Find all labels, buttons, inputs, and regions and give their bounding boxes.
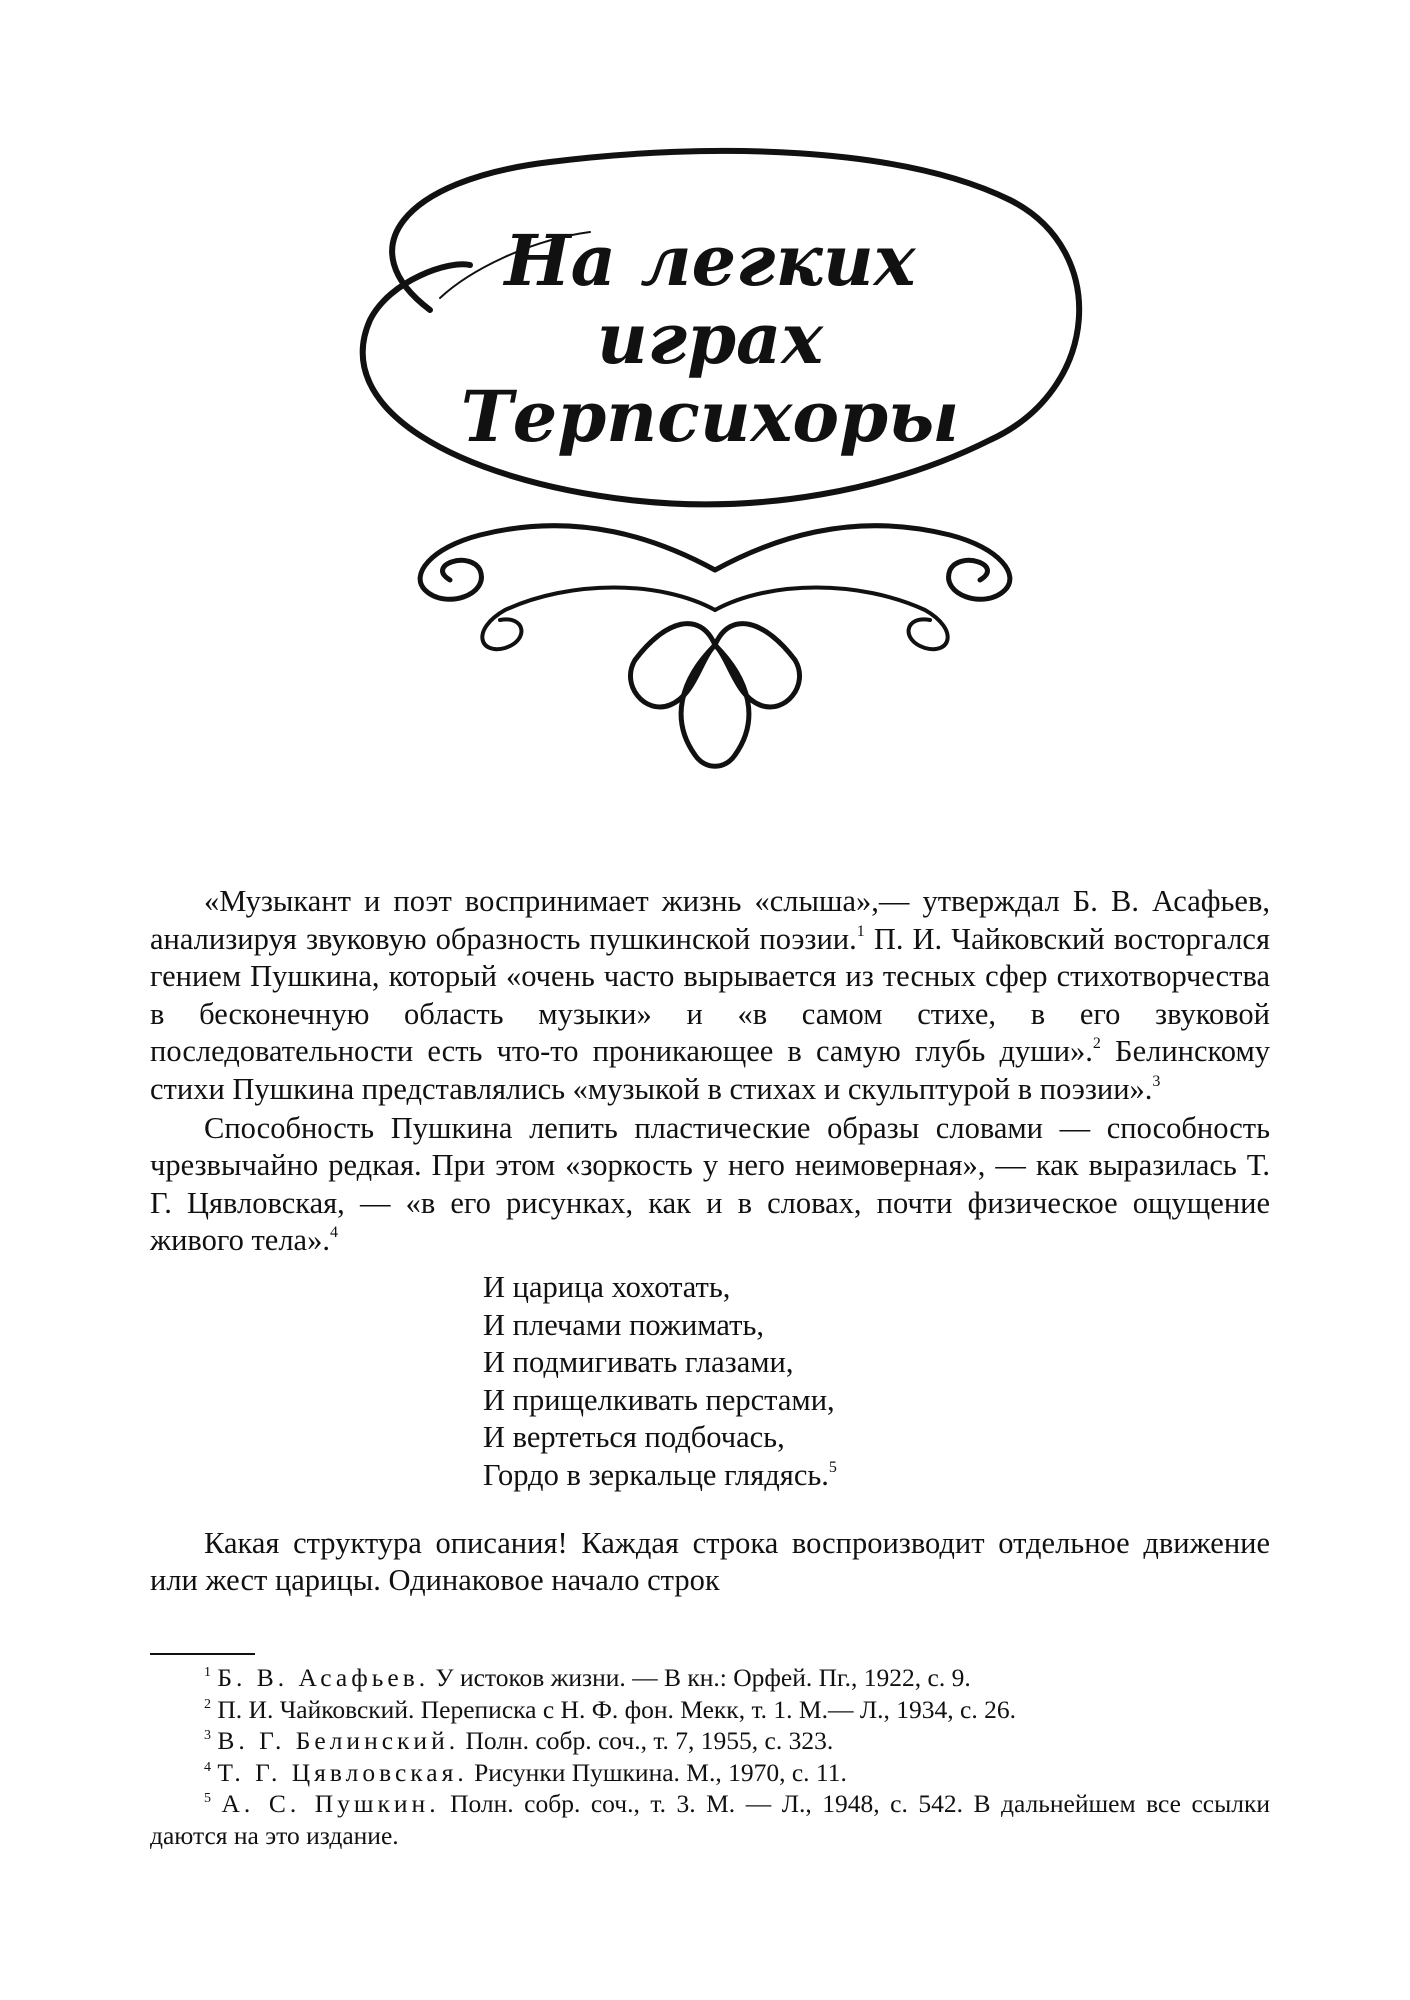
footnote-text: П. И. Чайковский. Переписка с Н. Ф. фон. Мекк, т. 1. М.— Л., 1934, с. 26. bbox=[217, 1694, 1016, 1724]
footnotes bbox=[150, 1662, 1270, 1852]
verse-line-last bbox=[483, 1457, 1270, 1495]
footnote-ref: 2 bbox=[1092, 1035, 1101, 1053]
verse-line: И прищелкивать перстами, bbox=[483, 1382, 835, 1417]
verse-line: И плечами пожимать, bbox=[483, 1307, 765, 1342]
verse-quote bbox=[483, 1269, 1270, 1495]
footnote-mark: 5 bbox=[204, 1791, 211, 1807]
chapter-title-line: Терпсихоры bbox=[460, 375, 960, 458]
text-run: Белинскому стихи Пушкина представлялись «музыкой в стихах и скульптурой в поэзии». bbox=[150, 1034, 1270, 1106]
footnote-ref: 1 bbox=[856, 922, 865, 940]
footnote-text: Полн. собр. соч., т. 7, 1955, с. 323. bbox=[459, 1726, 834, 1756]
text-run: «Музыкант и поэт воспринимает жизнь «слыша»,— утверждал Б. В. Асафьев, анализируя звуковую образность пушкинской поэзии. bbox=[150, 884, 1270, 956]
footnote-ref: 3 bbox=[1152, 1072, 1161, 1090]
paragraph bbox=[150, 883, 1270, 1109]
footnote-text: Полн. собр. соч., т. 3. М. — Л., 1948, с. 542. В дальнейшем все ссылки даются на это издание. bbox=[150, 1789, 1270, 1850]
footnote-author: Б. В. Асафьев. bbox=[217, 1663, 430, 1692]
footnote bbox=[150, 1662, 1270, 1694]
chapter-title-line: играх bbox=[596, 297, 824, 380]
footnote-text: Рисунки Пушкина. М., 1970, с. 11. bbox=[467, 1757, 847, 1787]
verse-line: И царица хохотать, bbox=[483, 1269, 731, 1304]
footnote-ref: 5 bbox=[828, 1458, 837, 1476]
paragraph: Какая структура описания! Каждая строка воспроизводит отдельное движение или жест царицы. Одинаковое начало строк bbox=[150, 1525, 1270, 1598]
footnote-author: В. Г. Белинский. bbox=[217, 1726, 460, 1756]
footnote-divider bbox=[150, 1653, 255, 1655]
chapter-title-line: На легких bbox=[504, 219, 916, 302]
footnote-mark: 3 bbox=[204, 1728, 211, 1744]
footnote-author: Т. Г. Цявловская. bbox=[217, 1757, 468, 1787]
footnote bbox=[150, 1694, 1270, 1726]
footnote bbox=[150, 1788, 1270, 1851]
footnote bbox=[150, 1725, 1270, 1757]
paragraph bbox=[150, 1110, 1270, 1260]
footnote-mark: 2 bbox=[204, 1696, 211, 1712]
verse-line: И вертеться подбочась, bbox=[483, 1420, 785, 1455]
text-run: Способность Пушкина лепить пластические образы словами — способность чрезвычайно редкая. При этом «зоркость у него неимоверная», — как выразилась Т. Г. Цявловская, — «в его рисунках, как и в словах, почти физическое ощущение живого тела». bbox=[150, 1110, 1270, 1258]
footnote-ref: 4 bbox=[329, 1224, 338, 1242]
body-text bbox=[150, 883, 1270, 1600]
footnote-mark: 4 bbox=[204, 1759, 211, 1775]
footnote bbox=[150, 1757, 1270, 1789]
verse-line: Гордо в зеркальце глядясь. bbox=[483, 1457, 829, 1492]
footnote-mark: 1 bbox=[204, 1665, 211, 1680]
footnote-author: А. С. Пушкин. bbox=[221, 1789, 440, 1819]
verse-line: И подмигивать глазами, bbox=[483, 1345, 794, 1380]
text-run: П. И. Чайковский восторгался гением Пушкина, который «очень часто вырывается из тесных сфер стихотворчества в бесконечную область музыки» и «в самом стихе, в его звуковой последовательности есть что-то проникающее в самую глубь души». bbox=[150, 921, 1271, 1069]
footnote-text: У истоков жизни. — В кн.: Орфей. Пг., 1922, с. 9. bbox=[429, 1663, 971, 1692]
chapter-title bbox=[440, 219, 980, 458]
